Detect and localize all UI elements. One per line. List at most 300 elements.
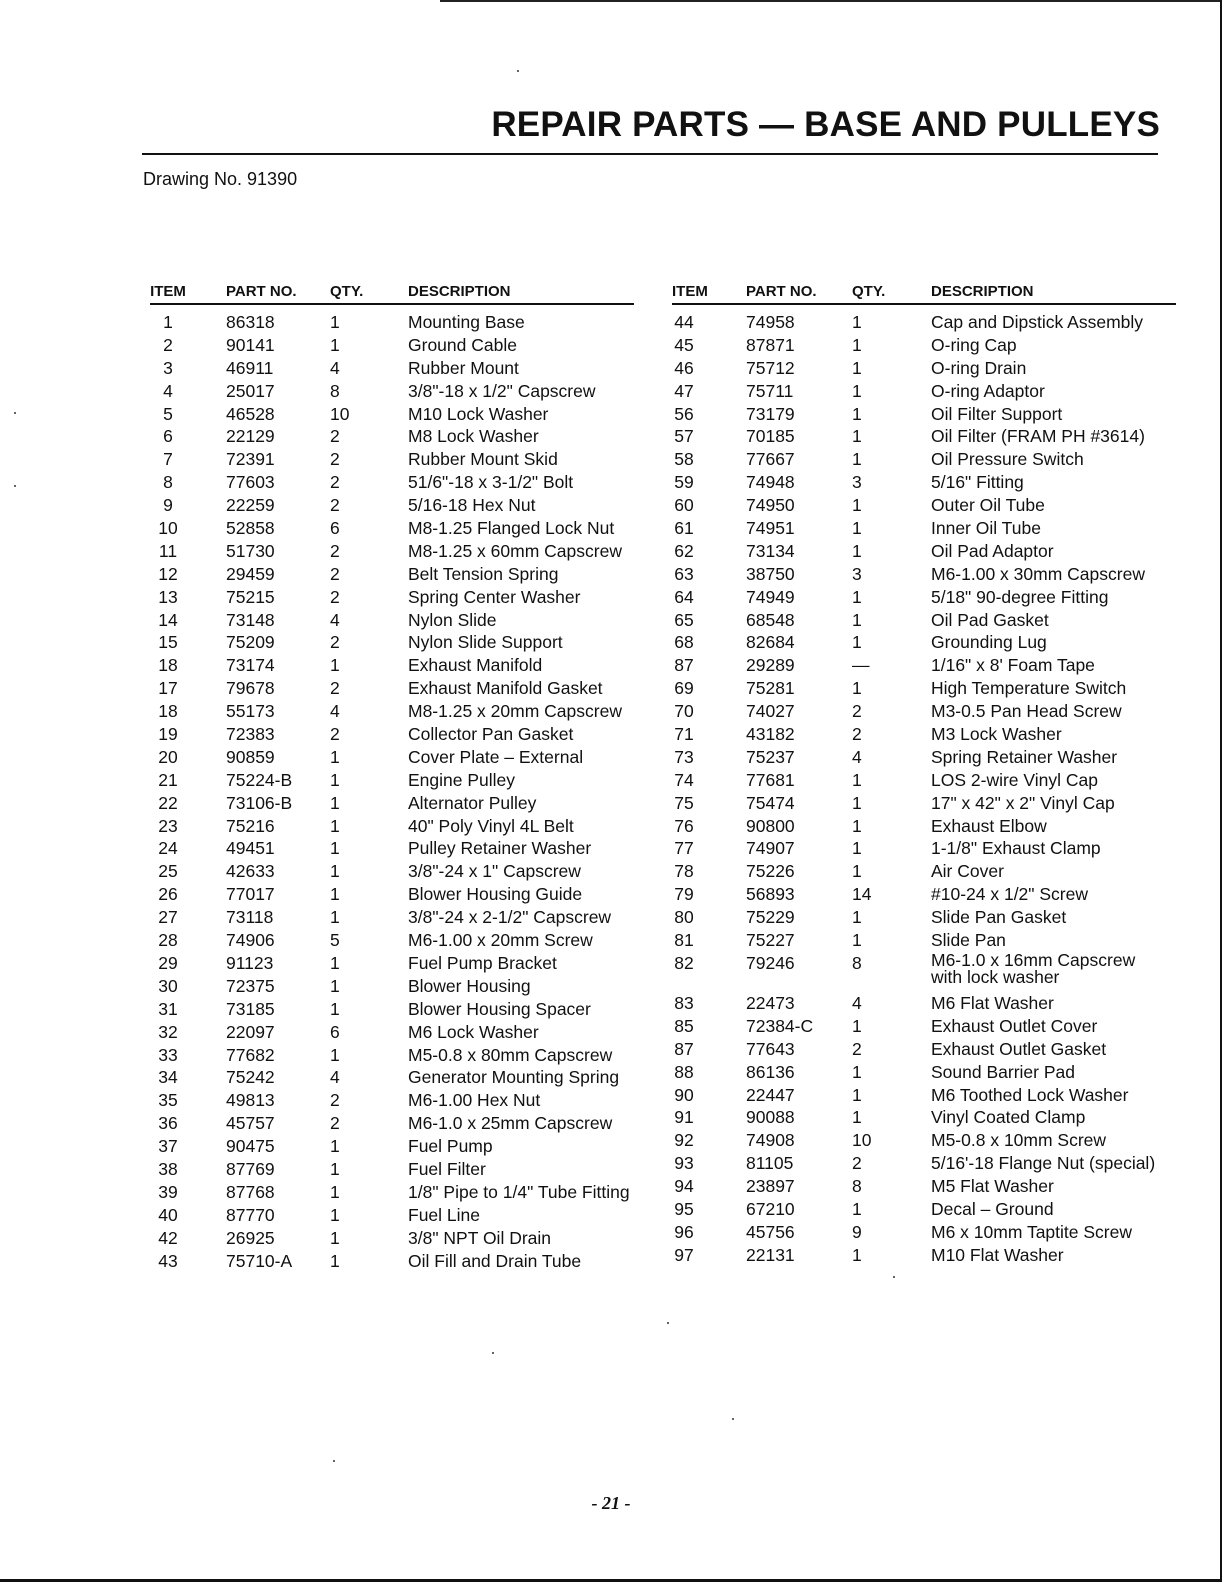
table-row bbox=[150, 540, 640, 563]
table-row bbox=[672, 746, 1192, 769]
part-number: 79246 bbox=[746, 952, 795, 973]
item-number: 46 bbox=[674, 357, 694, 378]
description-line: with lock washer bbox=[931, 966, 1060, 987]
part-number: 23897 bbox=[746, 1176, 795, 1197]
item-number: 61 bbox=[674, 518, 694, 539]
table-row bbox=[150, 860, 640, 883]
item-number: 90 bbox=[674, 1084, 694, 1105]
part-number: 74907 bbox=[746, 838, 795, 859]
table-row bbox=[150, 906, 640, 929]
description: Cover Plate – External bbox=[408, 746, 584, 767]
table-row bbox=[150, 975, 640, 998]
scan-speck bbox=[732, 1418, 734, 1420]
parts-table-left bbox=[150, 283, 640, 1272]
quantity: 1 bbox=[852, 1107, 862, 1128]
description: 3/8"-18 x 1/2" Capscrew bbox=[408, 380, 596, 401]
quantity: 1 bbox=[852, 678, 862, 699]
description: M6 Toothed Lock Washer bbox=[931, 1084, 1129, 1105]
part-number: 77667 bbox=[746, 449, 795, 470]
part-number: 75711 bbox=[746, 380, 794, 401]
quantity: 1 bbox=[852, 769, 862, 790]
item-number: 59 bbox=[674, 472, 694, 493]
quantity: 1 bbox=[852, 449, 862, 470]
table-row bbox=[672, 906, 1192, 929]
table-row bbox=[150, 631, 640, 654]
table-row bbox=[672, 992, 1192, 1015]
description: M3-0.5 Pan Head Screw bbox=[931, 701, 1122, 722]
item-number: 79 bbox=[674, 884, 694, 905]
description: M5-0.8 x 80mm Capscrew bbox=[408, 1044, 613, 1065]
item-number: 58 bbox=[674, 449, 694, 470]
quantity: 1 bbox=[330, 769, 340, 790]
part-number: 73185 bbox=[226, 998, 275, 1019]
description: M6-1.00 x 20mm Screw bbox=[408, 930, 593, 951]
part-number: 45757 bbox=[226, 1113, 275, 1134]
table-row bbox=[150, 723, 640, 746]
quantity: 1 bbox=[330, 998, 340, 1019]
quantity: 10 bbox=[852, 1130, 872, 1151]
table-row bbox=[150, 700, 640, 723]
item-number: 64 bbox=[674, 586, 694, 607]
item-number: 30 bbox=[158, 975, 178, 996]
item-number: 29 bbox=[158, 952, 178, 973]
quantity: 1 bbox=[330, 861, 340, 882]
part-number: 77682 bbox=[226, 1044, 275, 1065]
table-row bbox=[150, 1227, 640, 1250]
part-number: 73174 bbox=[226, 655, 275, 676]
part-number: 75216 bbox=[226, 815, 275, 836]
description: Alternator Pulley bbox=[408, 792, 537, 813]
table-row bbox=[150, 380, 640, 403]
quantity: 2 bbox=[330, 426, 340, 447]
item-number: 92 bbox=[674, 1130, 694, 1151]
description bbox=[931, 949, 1136, 987]
item-number: 36 bbox=[158, 1113, 178, 1134]
description: 3/8"-24 x 2-1/2" Capscrew bbox=[408, 907, 612, 928]
quantity: 1 bbox=[852, 861, 862, 882]
top-border-line bbox=[440, 0, 1222, 2]
item-number: 96 bbox=[674, 1221, 694, 1242]
table-body bbox=[150, 311, 640, 1272]
header-qty: QTY. bbox=[330, 283, 364, 300]
table-row bbox=[150, 837, 640, 860]
part-number: 68548 bbox=[746, 609, 795, 630]
item-number: 8 bbox=[163, 472, 173, 493]
part-number: 90475 bbox=[226, 1136, 275, 1157]
part-number: 75710-A bbox=[226, 1250, 293, 1271]
quantity: 2 bbox=[330, 632, 340, 653]
part-number: 49813 bbox=[226, 1090, 275, 1111]
description: #10-24 x 1/2" Screw bbox=[931, 884, 1088, 905]
table-row bbox=[672, 1175, 1192, 1198]
scan-speck bbox=[517, 70, 519, 72]
part-number: 77603 bbox=[226, 472, 275, 493]
description: 3/8"-24 x 1" Capscrew bbox=[408, 861, 581, 882]
table-row bbox=[672, 677, 1192, 700]
part-number: 75209 bbox=[226, 632, 275, 653]
description: Exhaust Manifold Gasket bbox=[408, 678, 603, 699]
description: Oil Pad Adaptor bbox=[931, 540, 1054, 561]
quantity: 1 bbox=[330, 334, 340, 355]
description: Fuel Pump bbox=[408, 1136, 493, 1157]
part-number: 67210 bbox=[746, 1198, 795, 1219]
item-number: 88 bbox=[674, 1061, 694, 1082]
item-number: 20 bbox=[158, 746, 178, 767]
table-row bbox=[150, 448, 640, 471]
table-row bbox=[672, 1106, 1192, 1129]
part-number: 90088 bbox=[746, 1107, 795, 1128]
quantity: 1 bbox=[852, 312, 862, 332]
item-number: 94 bbox=[674, 1176, 694, 1197]
item-number: 65 bbox=[674, 609, 694, 630]
part-number: 46528 bbox=[226, 403, 275, 424]
item-number: 76 bbox=[674, 815, 694, 836]
description: Blower Housing bbox=[408, 975, 531, 996]
scan-speck bbox=[14, 485, 16, 487]
table-row bbox=[672, 357, 1192, 380]
scan-speck bbox=[893, 1276, 895, 1278]
part-number: 75281 bbox=[746, 678, 795, 699]
part-number: 72391 bbox=[226, 449, 275, 470]
part-number: 49451 bbox=[226, 838, 275, 859]
item-number: 18 bbox=[158, 701, 178, 722]
quantity: 2 bbox=[330, 678, 340, 699]
part-number: 38750 bbox=[746, 563, 795, 584]
part-number: 22259 bbox=[226, 495, 275, 516]
part-number: 55173 bbox=[226, 701, 275, 722]
quantity: 1 bbox=[330, 1181, 340, 1202]
part-number: 75229 bbox=[746, 907, 795, 928]
description: 5/16" Fitting bbox=[931, 472, 1024, 493]
item-number: 91 bbox=[674, 1107, 694, 1128]
item-number: 7 bbox=[163, 449, 173, 470]
quantity: 1 bbox=[330, 1250, 340, 1271]
table-row bbox=[150, 952, 640, 975]
quantity: 1 bbox=[852, 1198, 862, 1219]
table-row bbox=[672, 471, 1192, 494]
item-number: 40 bbox=[158, 1204, 178, 1225]
description: 5/18" 90-degree Fitting bbox=[931, 586, 1109, 607]
quantity: 1 bbox=[330, 1227, 340, 1248]
item-number: 81 bbox=[674, 930, 694, 951]
part-number: 22097 bbox=[226, 1021, 275, 1042]
description: 1/8" Pipe to 1/4" Tube Fitting bbox=[408, 1181, 630, 1202]
quantity: 1 bbox=[852, 357, 862, 378]
item-number: 12 bbox=[158, 563, 178, 584]
description: Spring Center Washer bbox=[408, 586, 581, 607]
table-header bbox=[672, 283, 1192, 303]
table-row bbox=[150, 471, 640, 494]
quantity: 1 bbox=[852, 518, 862, 539]
part-number: 74958 bbox=[746, 312, 795, 332]
part-number: 74906 bbox=[226, 930, 275, 951]
table-row bbox=[672, 815, 1192, 838]
quantity: 1 bbox=[852, 792, 862, 813]
scan-speck bbox=[14, 412, 16, 414]
quantity: 8 bbox=[852, 952, 862, 973]
item-number: 93 bbox=[674, 1153, 694, 1174]
description: M5-0.8 x 10mm Screw bbox=[931, 1130, 1107, 1151]
part-number: 46911 bbox=[226, 357, 274, 378]
item-number: 75 bbox=[674, 792, 694, 813]
scan-speck bbox=[667, 1322, 669, 1324]
quantity: 4 bbox=[330, 609, 340, 630]
description: M8-1.25 Flanged Lock Nut bbox=[408, 518, 615, 539]
quantity: 1 bbox=[852, 1244, 862, 1265]
table-row bbox=[672, 949, 1192, 992]
quantity: 14 bbox=[852, 884, 872, 905]
description: Mounting Base bbox=[408, 312, 525, 332]
description: Exhaust Outlet Gasket bbox=[931, 1038, 1107, 1059]
table-row bbox=[672, 1015, 1192, 1038]
item-number: 18 bbox=[158, 655, 178, 676]
part-number: 77681 bbox=[746, 769, 795, 790]
quantity: 4 bbox=[852, 992, 862, 1013]
quantity: 1 bbox=[330, 1204, 340, 1225]
table-row bbox=[672, 929, 1192, 952]
quantity: 1 bbox=[852, 632, 862, 653]
part-number: 74949 bbox=[746, 586, 795, 607]
table-row bbox=[672, 1152, 1192, 1175]
item-number: 39 bbox=[158, 1181, 178, 1202]
quantity: 1 bbox=[330, 815, 340, 836]
item-number: 11 bbox=[158, 540, 178, 561]
item-number: 56 bbox=[674, 403, 694, 424]
description: Grounding Lug bbox=[931, 632, 1047, 653]
table-row bbox=[672, 540, 1192, 563]
part-number: 26925 bbox=[226, 1227, 275, 1248]
table-row bbox=[672, 631, 1192, 654]
item-number: 21 bbox=[158, 769, 178, 790]
description: Sound Barrier Pad bbox=[931, 1061, 1075, 1082]
description: Oil Pad Gasket bbox=[931, 609, 1049, 630]
part-number: 77643 bbox=[746, 1038, 795, 1059]
item-number: 14 bbox=[158, 609, 178, 630]
table-header bbox=[150, 283, 640, 303]
table-row bbox=[150, 1112, 640, 1135]
quantity: 4 bbox=[330, 1067, 340, 1088]
item-number: 95 bbox=[674, 1198, 694, 1219]
description: Outer Oil Tube bbox=[931, 495, 1045, 516]
quantity: 1 bbox=[852, 495, 862, 516]
quantity: 2 bbox=[852, 1038, 862, 1059]
quantity: 3 bbox=[852, 472, 862, 493]
part-number: 87768 bbox=[226, 1181, 275, 1202]
quantity: 1 bbox=[330, 655, 340, 676]
description: High Temperature Switch bbox=[931, 678, 1127, 699]
part-number: 74948 bbox=[746, 472, 795, 493]
quantity: 1 bbox=[852, 609, 862, 630]
item-number: 34 bbox=[158, 1067, 178, 1088]
header-rule bbox=[672, 303, 1176, 305]
table-row bbox=[150, 746, 640, 769]
header-description: DESCRIPTION bbox=[931, 283, 1034, 300]
quantity: 1 bbox=[330, 312, 340, 332]
part-number: 87769 bbox=[226, 1158, 275, 1179]
table-row bbox=[672, 860, 1192, 883]
description: Engine Pulley bbox=[408, 769, 516, 790]
item-number: 10 bbox=[158, 518, 178, 539]
description: Decal – Ground bbox=[931, 1198, 1054, 1219]
quantity: 9 bbox=[852, 1221, 862, 1242]
table-row bbox=[672, 1084, 1192, 1107]
table-row bbox=[672, 1198, 1192, 1221]
part-number: 70185 bbox=[746, 426, 795, 447]
description: 1/16" x 8' Foam Tape bbox=[931, 655, 1095, 676]
part-number: 90859 bbox=[226, 746, 275, 767]
part-number: 73179 bbox=[746, 403, 795, 424]
quantity: 1 bbox=[852, 334, 862, 355]
table-row bbox=[150, 1021, 640, 1044]
part-number: 73118 bbox=[226, 907, 274, 928]
quantity: 10 bbox=[330, 403, 350, 424]
quantity: 5 bbox=[330, 930, 340, 951]
item-number: 37 bbox=[158, 1136, 178, 1157]
header-item: ITEM bbox=[150, 283, 186, 300]
part-number: 82684 bbox=[746, 632, 795, 653]
table-row bbox=[150, 1250, 640, 1273]
table-row bbox=[150, 517, 640, 540]
part-number: 90141 bbox=[226, 334, 275, 355]
drawing-number: Drawing No. 91390 bbox=[143, 169, 298, 189]
table-row bbox=[150, 1066, 640, 1089]
description: Rubber Mount bbox=[408, 357, 519, 378]
table-row bbox=[150, 998, 640, 1021]
quantity: 2 bbox=[330, 495, 340, 516]
item-number: 69 bbox=[674, 678, 694, 699]
table-row bbox=[150, 883, 640, 906]
description: M6 x 10mm Taptite Screw bbox=[931, 1221, 1132, 1242]
item-number: 6 bbox=[163, 426, 173, 447]
item-number: 78 bbox=[674, 861, 694, 882]
description: M6-1.00 x 30mm Capscrew bbox=[931, 563, 1145, 584]
description: Slide Pan Gasket bbox=[931, 907, 1067, 928]
part-number: 45756 bbox=[746, 1221, 795, 1242]
table-row bbox=[672, 448, 1192, 471]
quantity: 2 bbox=[330, 563, 340, 584]
description: Oil Fill and Drain Tube bbox=[408, 1250, 582, 1271]
part-number: 75227 bbox=[746, 930, 795, 951]
table-row bbox=[150, 334, 640, 357]
description: M6 Lock Washer bbox=[408, 1021, 539, 1042]
table-row bbox=[150, 677, 640, 700]
item-number: 19 bbox=[158, 724, 178, 745]
quantity: 2 bbox=[330, 1113, 340, 1134]
description: 17" x 42" x 2" Vinyl Cap bbox=[931, 792, 1115, 813]
table-row bbox=[672, 837, 1192, 860]
item-number: 22 bbox=[158, 792, 178, 813]
item-number: 71 bbox=[674, 724, 694, 745]
item-number: 17 bbox=[158, 678, 178, 699]
quantity: 1 bbox=[852, 403, 862, 424]
table-row bbox=[672, 700, 1192, 723]
item-number: 97 bbox=[674, 1244, 694, 1265]
description: Slide Pan bbox=[931, 930, 1006, 951]
part-number: 22131 bbox=[746, 1244, 795, 1265]
item-number: 70 bbox=[674, 701, 694, 722]
description: Blower Housing Guide bbox=[408, 884, 583, 905]
table-body bbox=[672, 311, 1192, 1267]
part-number: 86318 bbox=[226, 312, 275, 332]
table-row bbox=[672, 403, 1192, 426]
description: Exhaust Elbow bbox=[931, 815, 1047, 836]
description: O-ring Adaptor bbox=[931, 380, 1045, 401]
part-number: 72375 bbox=[226, 975, 275, 996]
table-row bbox=[150, 929, 640, 952]
table-row bbox=[672, 311, 1192, 334]
quantity: 1 bbox=[852, 586, 862, 607]
part-number: 75474 bbox=[746, 792, 795, 813]
item-number: 24 bbox=[158, 838, 178, 859]
item-number: 5 bbox=[163, 403, 173, 424]
table-row bbox=[672, 586, 1192, 609]
quantity: 1 bbox=[852, 930, 862, 951]
item-number: 85 bbox=[674, 1015, 694, 1036]
table-row bbox=[672, 769, 1192, 792]
part-number: 56893 bbox=[746, 884, 795, 905]
description: Oil Filter (FRAM PH #3614) bbox=[931, 426, 1145, 447]
item-number: 74 bbox=[674, 769, 694, 790]
quantity: 4 bbox=[852, 746, 862, 767]
part-number: 73148 bbox=[226, 609, 275, 630]
scan-speck bbox=[492, 1352, 494, 1354]
quantity: 4 bbox=[330, 701, 340, 722]
table-row bbox=[150, 563, 640, 586]
description: Fuel Line bbox=[408, 1204, 480, 1225]
description: Generator Mounting Spring bbox=[408, 1067, 620, 1088]
quantity: 2 bbox=[330, 540, 340, 561]
scan-speck bbox=[333, 1460, 335, 1462]
description: Air Cover bbox=[931, 861, 1004, 882]
header-qty: QTY. bbox=[852, 283, 886, 300]
quantity: 2 bbox=[330, 724, 340, 745]
part-number: 75237 bbox=[746, 746, 795, 767]
table-row bbox=[672, 517, 1192, 540]
header-part-no: PART NO. bbox=[746, 283, 817, 300]
description: O-ring Cap bbox=[931, 334, 1017, 355]
table-row bbox=[150, 586, 640, 609]
part-number: 22129 bbox=[226, 426, 275, 447]
item-number: 83 bbox=[674, 992, 694, 1013]
item-number: 45 bbox=[674, 334, 694, 355]
description: Inner Oil Tube bbox=[931, 518, 1041, 539]
item-number: 43 bbox=[158, 1250, 178, 1271]
table-row bbox=[150, 403, 640, 426]
table-row bbox=[150, 357, 640, 380]
table-row bbox=[150, 654, 640, 677]
description: Exhaust Manifold bbox=[408, 655, 543, 676]
item-number: 33 bbox=[158, 1044, 178, 1065]
part-number: 29289 bbox=[746, 655, 795, 676]
description: Collector Pan Gasket bbox=[408, 724, 574, 745]
table-row bbox=[150, 1044, 640, 1067]
part-number: 75712 bbox=[746, 357, 795, 378]
part-number: 87871 bbox=[746, 334, 795, 355]
quantity: 1 bbox=[330, 792, 340, 813]
quantity: 8 bbox=[852, 1176, 862, 1197]
description: 3/8" NPT Oil Drain bbox=[408, 1227, 552, 1248]
table-row bbox=[672, 1038, 1192, 1061]
description: Rubber Mount Skid bbox=[408, 449, 558, 470]
description: Cap and Dipstick Assembly bbox=[931, 312, 1144, 332]
quantity: 1 bbox=[852, 1061, 862, 1082]
quantity: 6 bbox=[330, 518, 340, 539]
table-row bbox=[150, 1089, 640, 1112]
quantity: 1 bbox=[852, 426, 862, 447]
table-row bbox=[150, 1158, 640, 1181]
description: Fuel Pump Bracket bbox=[408, 952, 557, 973]
item-number: 32 bbox=[158, 1021, 178, 1042]
